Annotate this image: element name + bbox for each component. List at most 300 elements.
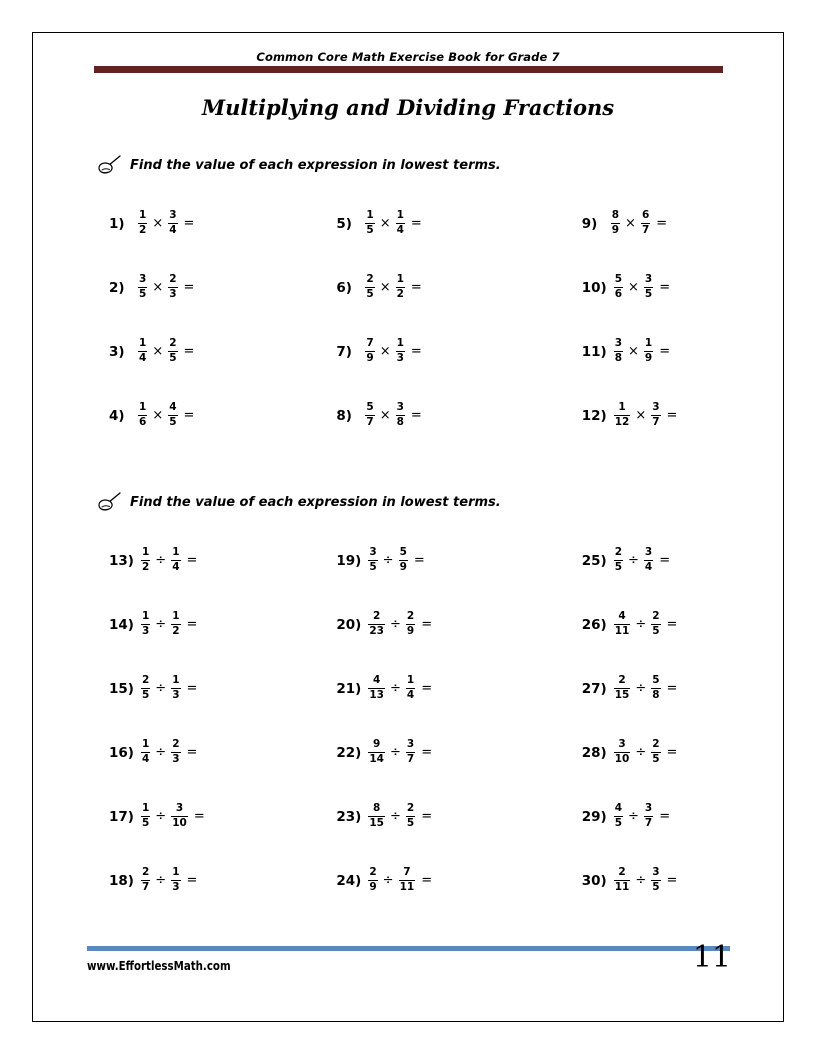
problem-item[interactable]: [33, 738, 278, 802]
fraction-first: [141, 867, 150, 894]
expression: [134, 738, 197, 766]
problem-number: 9): [581, 216, 598, 232]
equals-symbol: =: [666, 680, 678, 696]
fraction-second: [406, 739, 415, 766]
numerator: 1: [141, 610, 150, 622]
fraction-first: [611, 210, 620, 237]
denominator: 5: [141, 689, 150, 702]
denominator: 5: [366, 288, 374, 301]
denominator: 6: [614, 288, 623, 301]
fraction-second: [171, 867, 180, 894]
problem-item[interactable]: [33, 209, 278, 273]
equals-symbol: =: [413, 552, 425, 568]
numerator: 3: [644, 546, 653, 558]
equals-symbol: =: [183, 407, 195, 423]
operator-symbol: ×: [152, 407, 164, 423]
fraction-second: [171, 547, 180, 574]
numerator: 2: [652, 738, 660, 750]
problem-item[interactable]: [33, 610, 278, 674]
numerator: 2: [406, 610, 415, 622]
expression: [131, 209, 194, 237]
numerator: 9: [373, 738, 381, 750]
problem-number: 30): [581, 873, 607, 889]
denominator: 4: [172, 561, 180, 574]
problem-row: [33, 337, 783, 401]
denominator: 7: [652, 416, 660, 429]
numerator: 3: [652, 866, 660, 878]
fraction-first: [368, 803, 385, 830]
instruction-row-1: [95, 155, 501, 175]
problem-item[interactable]: [278, 866, 517, 930]
numerator: 1: [172, 674, 180, 686]
footer-website-url[interactable]: www.EffortlessMath.com: [87, 958, 231, 973]
denominator: 5: [366, 224, 374, 237]
problem-grid-multiplication: [33, 209, 783, 465]
equals-symbol: =: [666, 744, 678, 760]
problem-row: [33, 401, 783, 465]
equals-symbol: =: [410, 343, 422, 359]
denominator: 8: [614, 352, 623, 365]
problem-item[interactable]: [518, 337, 783, 401]
numerator: 4: [618, 610, 626, 622]
numerator: 2: [373, 610, 381, 622]
denominator: 9: [369, 881, 377, 894]
problem-item[interactable]: [278, 401, 517, 465]
fraction-first: [138, 338, 147, 365]
denominator: 5: [614, 817, 623, 830]
fraction-second: [644, 274, 653, 301]
operator-symbol: ÷: [389, 808, 401, 824]
denominator: 5: [139, 288, 147, 301]
denominator: 4: [141, 753, 150, 766]
expression: [358, 273, 421, 301]
denominator: 3: [141, 625, 150, 638]
problem-number: 29): [581, 809, 607, 825]
numerator: 1: [141, 546, 150, 558]
operator-symbol: ×: [152, 279, 164, 295]
problem-number: 4): [109, 408, 125, 424]
denominator: 9: [611, 224, 620, 237]
problem-row: [33, 866, 783, 930]
numerator: 5: [614, 273, 623, 285]
fraction-second: [644, 547, 653, 574]
problem-number: 13): [109, 553, 134, 569]
operator-symbol: ÷: [155, 680, 167, 696]
equals-symbol: =: [666, 872, 678, 888]
equals-symbol: =: [410, 215, 422, 231]
denominator: 3: [172, 881, 180, 894]
fraction-first: [614, 274, 623, 301]
fraction-first: [368, 867, 377, 894]
quill-pen-icon: [95, 492, 121, 512]
equals-symbol: =: [183, 279, 195, 295]
operator-symbol: ÷: [635, 744, 647, 760]
fraction-second: [406, 611, 415, 638]
problem-row: [33, 674, 783, 738]
fraction-second: [651, 611, 660, 638]
operator-symbol: ×: [379, 215, 391, 231]
numerator: 1: [172, 866, 180, 878]
problem-number: 2): [109, 280, 125, 296]
page-number: 11: [692, 940, 731, 975]
denominator: 13: [369, 689, 384, 702]
problem-row: [33, 738, 783, 802]
problem-row: [33, 610, 783, 674]
numerator: 1: [406, 674, 415, 686]
denominator: 5: [406, 817, 415, 830]
denominator: 15: [369, 817, 384, 830]
equals-symbol: =: [421, 616, 433, 632]
problem-item[interactable]: [278, 337, 517, 401]
denominator: 11: [614, 625, 630, 638]
numerator: 3: [396, 401, 404, 413]
numerator: 3: [652, 401, 660, 413]
expression: [607, 738, 678, 766]
expression: [131, 273, 194, 301]
numerator: 1: [172, 610, 180, 622]
instruction-text: Find the value of each expression in lowest terms.: [130, 494, 501, 510]
fraction-second: [168, 338, 177, 365]
numerator: 3: [175, 802, 184, 814]
fraction-second: [168, 402, 177, 429]
equals-symbol: =: [659, 808, 671, 824]
equals-symbol: =: [421, 872, 433, 888]
denominator: 3: [172, 689, 180, 702]
operator-symbol: ×: [379, 407, 391, 423]
problem-item[interactable]: [518, 610, 783, 674]
denominator: 5: [169, 416, 177, 429]
problem-row: [33, 273, 783, 337]
expression: [358, 209, 421, 237]
operator-symbol: ×: [635, 407, 647, 423]
expression: [134, 610, 197, 638]
operator-symbol: ÷: [155, 808, 167, 824]
problem-item[interactable]: [518, 209, 783, 273]
fraction-second: [644, 338, 653, 365]
problem-item[interactable]: [278, 273, 517, 337]
equals-symbol: =: [421, 680, 433, 696]
fraction-first: [141, 739, 150, 766]
problem-item[interactable]: [278, 546, 517, 610]
problem-number: 12): [581, 408, 607, 424]
denominator: 3: [172, 753, 180, 766]
fraction-first: [138, 210, 147, 237]
fraction-second: [651, 675, 660, 702]
problem-item[interactable]: [33, 401, 278, 465]
denominator: 7: [644, 817, 653, 830]
problem-row: [33, 546, 783, 610]
problem-item[interactable]: [518, 866, 783, 930]
numerator: 8: [373, 802, 381, 814]
operator-symbol: ×: [379, 343, 391, 359]
numerator: 3: [139, 273, 147, 285]
denominator: 2: [139, 224, 147, 237]
problem-item[interactable]: [33, 337, 278, 401]
fraction-first: [614, 402, 631, 429]
denominator: 5: [644, 288, 653, 301]
operator-symbol: ×: [379, 279, 391, 295]
problem-number: 20): [336, 617, 362, 633]
denominator: 9: [399, 561, 407, 574]
fraction-first: [614, 867, 631, 894]
numerator: 1: [139, 401, 147, 413]
problem-number: 28): [581, 745, 607, 761]
numerator: 2: [141, 866, 150, 878]
problem-number: 11): [581, 344, 607, 360]
operator-symbol: ÷: [155, 552, 167, 568]
fraction-first: [614, 338, 623, 365]
problem-number: 3): [109, 344, 125, 360]
equals-symbol: =: [421, 744, 433, 760]
denominator: 10: [614, 753, 630, 766]
numerator: 2: [169, 273, 177, 285]
denominator: 5: [169, 352, 177, 365]
numerator: 4: [614, 802, 623, 814]
denominator: 15: [614, 689, 630, 702]
fraction-first: [614, 739, 631, 766]
problem-item[interactable]: [518, 674, 783, 738]
numerator: 1: [172, 546, 180, 558]
problem-number: 21): [336, 681, 362, 697]
numerator: 1: [618, 401, 626, 413]
expression: [134, 674, 197, 702]
denominator: 5: [141, 817, 150, 830]
problem-item[interactable]: [278, 674, 517, 738]
denominator: 4: [406, 689, 415, 702]
fraction-second: [171, 739, 180, 766]
numerator: 7: [366, 337, 374, 349]
numerator: 4: [373, 674, 381, 686]
problem-item[interactable]: [33, 866, 278, 930]
fraction-second: [396, 402, 405, 429]
numerator: 1: [396, 209, 404, 221]
numerator: 1: [366, 209, 374, 221]
numerator: 3: [369, 546, 377, 558]
expression: [361, 738, 432, 766]
problem-number: 6): [336, 280, 352, 296]
worksheet-page: [32, 32, 784, 1022]
problem-item[interactable]: [278, 802, 517, 866]
numerator: 5: [366, 401, 374, 413]
operator-symbol: ×: [152, 215, 164, 231]
problem-item[interactable]: [518, 401, 783, 465]
problem-number: 26): [581, 617, 607, 633]
problem-number: 22): [336, 745, 362, 761]
denominator: 5: [369, 561, 377, 574]
equals-symbol: =: [666, 616, 678, 632]
expression: [134, 546, 197, 574]
operator-symbol: ÷: [155, 616, 167, 632]
problem-number: 19): [336, 553, 362, 569]
operator-symbol: ×: [625, 215, 636, 231]
operator-symbol: ÷: [382, 552, 394, 568]
expression: [607, 337, 670, 365]
denominator: 2: [172, 625, 180, 638]
numerator: 1: [141, 802, 150, 814]
expression: [607, 610, 678, 638]
equals-symbol: =: [186, 744, 198, 760]
fraction-second: [399, 547, 408, 574]
expression: [358, 337, 421, 365]
expression: [361, 866, 432, 894]
fraction-first: [614, 611, 631, 638]
numerator: 3: [644, 273, 653, 285]
fraction-first: [141, 547, 150, 574]
operator-symbol: ÷: [155, 744, 167, 760]
problem-number: 24): [336, 873, 362, 889]
fraction-second: [406, 803, 415, 830]
problem-item[interactable]: [518, 546, 783, 610]
fraction-first: [614, 803, 623, 830]
numerator: 1: [139, 337, 147, 349]
problem-item[interactable]: [278, 610, 517, 674]
problem-number: 25): [581, 553, 607, 569]
operator-symbol: ÷: [628, 552, 639, 568]
denominator: 4: [644, 561, 653, 574]
instruction-row-2: [95, 492, 501, 512]
operator-symbol: ÷: [389, 616, 401, 632]
fraction-first: [368, 611, 385, 638]
fraction-second: [396, 210, 405, 237]
problem-number: 7): [336, 344, 352, 360]
fraction-second: [651, 739, 660, 766]
expression: [607, 401, 678, 429]
expression: [361, 610, 432, 638]
fraction-second: [171, 675, 180, 702]
problem-row: [33, 802, 783, 866]
operator-symbol: ÷: [635, 616, 647, 632]
equals-symbol: =: [410, 279, 422, 295]
denominator: 4: [139, 352, 147, 365]
denominator: 7: [141, 881, 150, 894]
denominator: 11: [399, 881, 415, 894]
numerator: 8: [611, 209, 620, 221]
problem-item[interactable]: [33, 802, 278, 866]
numerator: 1: [644, 337, 653, 349]
numerator: 2: [618, 674, 626, 686]
denominator: 4: [396, 224, 404, 237]
expression: [607, 866, 678, 894]
book-title: Common Core Math Exercise Book for Grade 7: [256, 50, 560, 64]
denominator: 9: [366, 352, 374, 365]
numerator: 2: [652, 610, 660, 622]
numerator: 3: [618, 738, 626, 750]
equals-symbol: =: [186, 616, 198, 632]
problem-item[interactable]: [278, 738, 517, 802]
expression: [134, 802, 205, 830]
denominator: 5: [652, 625, 660, 638]
numerator: 2: [169, 337, 177, 349]
problem-item[interactable]: [33, 546, 278, 610]
numerator: 3: [614, 337, 623, 349]
instruction-text: Find the value of each expression in lowest terms.: [130, 157, 501, 173]
equals-symbol: =: [183, 343, 195, 359]
denominator: 7: [406, 753, 415, 766]
denominator: 9: [406, 625, 415, 638]
denominator: 2: [396, 288, 404, 301]
numerator: 2: [614, 546, 623, 558]
numerator: 7: [403, 866, 411, 878]
equals-symbol: =: [421, 808, 433, 824]
fraction-second: [651, 867, 660, 894]
problem-number: 1): [109, 216, 125, 232]
problem-number: 17): [109, 809, 134, 825]
fraction-first: [368, 739, 385, 766]
denominator: 5: [652, 753, 660, 766]
denominator: 7: [641, 224, 650, 237]
expression: [361, 546, 424, 574]
operator-symbol: ÷: [628, 808, 639, 824]
footer-divider: [87, 946, 730, 951]
problem-number: 15): [109, 681, 134, 697]
denominator: 7: [366, 416, 374, 429]
problem-item[interactable]: [33, 674, 278, 738]
fraction-second: [171, 611, 180, 638]
expression: [361, 674, 432, 702]
quill-pen-icon: [95, 155, 121, 175]
problem-number: 5): [336, 216, 352, 232]
numerator: 1: [396, 273, 404, 285]
denominator: 8: [396, 416, 404, 429]
numerator: 2: [172, 738, 180, 750]
expression: [607, 802, 670, 830]
denominator: 9: [644, 352, 653, 365]
numerator: 5: [399, 546, 407, 558]
equals-symbol: =: [659, 279, 671, 295]
denominator: 3: [169, 288, 177, 301]
problem-number: 27): [581, 681, 607, 697]
fraction-second: [168, 210, 177, 237]
denominator: 23: [369, 625, 384, 638]
numerator: 1: [396, 337, 404, 349]
problem-item[interactable]: [518, 738, 783, 802]
fraction-second: [644, 803, 653, 830]
operator-symbol: ÷: [635, 680, 647, 696]
operator-symbol: ÷: [635, 872, 647, 888]
fraction-second: [651, 402, 660, 429]
numerator: 2: [366, 273, 374, 285]
fraction-first: [365, 274, 374, 301]
fraction-second: [171, 803, 188, 830]
denominator: 6: [139, 416, 147, 429]
problem-item[interactable]: [33, 273, 278, 337]
fraction-first: [141, 803, 150, 830]
fraction-first: [138, 274, 147, 301]
denominator: 5: [614, 561, 623, 574]
denominator: 4: [169, 224, 177, 237]
numerator: 2: [369, 866, 377, 878]
expression: [607, 273, 670, 301]
fraction-second: [396, 338, 405, 365]
denominator: 2: [141, 561, 150, 574]
numerator: 3: [169, 209, 177, 221]
denominator: 3: [396, 352, 404, 365]
problem-item[interactable]: [278, 209, 517, 273]
numerator: 3: [406, 738, 415, 750]
problem-item[interactable]: [518, 802, 783, 866]
operator-symbol: ×: [628, 343, 639, 359]
operator-symbol: ÷: [389, 744, 401, 760]
problem-grid-division: [33, 546, 783, 930]
numerator: 2: [406, 802, 415, 814]
expression: [361, 802, 432, 830]
equals-symbol: =: [410, 407, 422, 423]
denominator: 5: [652, 881, 660, 894]
equals-symbol: =: [186, 872, 198, 888]
expression: [607, 674, 678, 702]
denominator: 12: [614, 416, 630, 429]
problem-item[interactable]: [518, 273, 783, 337]
